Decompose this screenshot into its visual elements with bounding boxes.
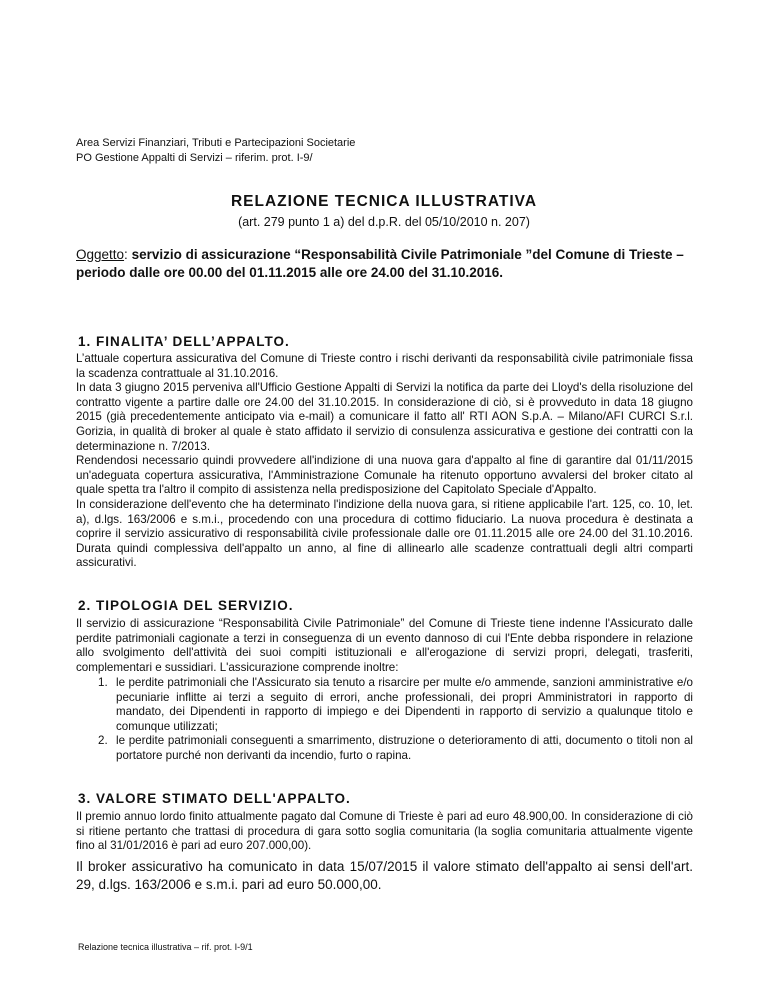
header-office: PO Gestione Appalti di Servizi – riferim. prot. I-9/ xyxy=(76,152,313,164)
section-1-paragraph: In data 3 giugno 2015 perveniva all'Ufficio Gestione Appalti di Servizi la notifica da parte dei Lloyd's della risoluzione del contratto vigente a partire dalle ore 24.00 del 31.10.2015. In considerazione di ciò, si è provveduto in data 18 giugno 2015 (già precedentemente anticipato via e-mail) a comunicare il fatto all' RTI AON S.p.A. – Milano/AFI CURCI S.r.l. Gorizia, in qualità di broker al quale è stato affidato il servizio di consulenza assicurativa e gestione dei contratti con la determinazione n. 7/2013. xyxy=(76,381,693,453)
section-2-heading: 2. TIPOLOGIA DEL SERVIZIO. xyxy=(78,598,294,613)
section-1-heading: 1. FINALITA’ DELL’APPALTO. xyxy=(78,334,290,349)
document-subtitle: (art. 279 punto 1 a) del d.p.R. del 05/10/2010 n. 207) xyxy=(238,215,530,229)
list-item-number: 2. xyxy=(98,734,108,748)
subject-label: Oggetto xyxy=(76,247,125,262)
section-2-list xyxy=(76,676,693,764)
section-1-paragraph: Rendendosi necessario quindi provvedere all'indizione di una nuova gara d'appalto al fine di garantire dal 01/11/2015 un'adeguata copertura assicurativa, l'Amministrazione Comunale ha ritenuto opportuno avvalersi del broker citato al quale spetta tra l'altro il compito di assistenza nella predisposizione del Capitolato Speciale d'Appalto. xyxy=(76,454,693,497)
section-3-heading: 3. VALORE STIMATO DELL'APPALTO. xyxy=(78,791,351,806)
subject-text: servizio di assicurazione “Responsabilità Civile Patrimoniale ”del Comune di Trieste – periodo dalle ore 00.00 del 01.11.2015 alle ore 24.00 del 31.10.2016. xyxy=(76,247,684,280)
list-item-number: 1. xyxy=(98,676,108,689)
section-1-body xyxy=(76,352,693,571)
section-1-paragraph: In considerazione dell'evento che ha determinato l'indizione della nuova gara, si ritiene applicabile l'art. 125, co. 10, let. a), d.lgs. 163/2006 e s.m.i., procedendo con una procedura di cottimo fiduciario. La nuova procedura è destinata a coprire il servizio assicurativo di responsabilità civile professionale dalle ore 01.11.2015 alle ore 24.00 del 31.10.2016. Durata quindi complessiva dell'appalto un anno, al fine di allinearlo alle scadenze contrattuali degli altri comparti assicurativi. xyxy=(76,497,693,570)
section-3-paragraph: Il premio annuo lordo finito attualmente pagato dal Comune di Trieste è pari ad euro 48.900,00. In considerazione di ciò si ritiene pertanto che trattasi di procedura di gara sotto soglia comunitaria (la soglia comunitaria attualmente vigente fino al 31/01/2016 è pari ad euro 207.000,00). xyxy=(76,810,693,853)
document-title: RELAZIONE TECNICA ILLUSTRATIVA xyxy=(230,193,538,210)
section-1-paragraph: L’attuale copertura assicurativa del Comune di Trieste contro i rischi derivanti da responsabilità civile patrimoniale fissa la scadenza contrattuale al 31.10.2016. xyxy=(76,352,693,380)
subject-block: Oggetto: servizio di assicurazione “Responsabilità Civile Patrimoniale ”del Comune di Trieste – periodo dalle ore 00.00 del 01.11.2015 alle ore 24.00 del 31.10.2016. xyxy=(76,247,684,280)
list-item xyxy=(98,676,693,734)
list-item-text: le perdite patrimoniali conseguenti a smarrimento, distruzione o deterioramento di atti, documento o titoli non al portatore purché non derivanti da incendio, furto o rapina. xyxy=(116,734,693,762)
page-footer: Relazione tecnica illustrativa – rif. prot. I-9/1 xyxy=(78,942,253,952)
document-header xyxy=(76,136,355,166)
header-department: Area Servizi Finanziari, Tributi e Partecipazioni Societarie xyxy=(76,137,356,149)
section-3-broker-paragraph: Il broker assicurativo ha comunicato in data 15/07/2015 il valore stimato dell'appalto ai sensi dell'art. 29, d.lgs. 163/2006 e s.m.i. pari ad euro 50.000,00. xyxy=(76,859,693,892)
section-2-intro: Il servizio di assicurazione “Responsabilità Civile Patrimoniale” del Comune di Trieste tiene indenne l'Assicurato dalle perdite patrimoniali cagionate a terzi in conseguenza di un evento dannoso di cui l'Ente debba rispondere in relazione allo svolgimento dell'attività dei suoi compiti istituzionali e all'erogazione di servizi propri, delegati, trasferiti, complementari e sussidiari. L'assicurazione comprende inoltre: xyxy=(76,617,693,674)
list-item-text: le perdite patrimoniali che l'Assicurato sia tenuto a risarcire per multe e/o ammende, sanzioni amministrative e/o pecuniarie inflitte ai terzi a seguito di errori, anche professionali, dei propri Amministratori in rapporto di mandato, dei Dipendenti in rapporto di impiego e dei Dipendenti in rapporto di servizio a qualunque titolo e comunque utilizzati; xyxy=(116,676,693,733)
list-item xyxy=(98,734,693,763)
